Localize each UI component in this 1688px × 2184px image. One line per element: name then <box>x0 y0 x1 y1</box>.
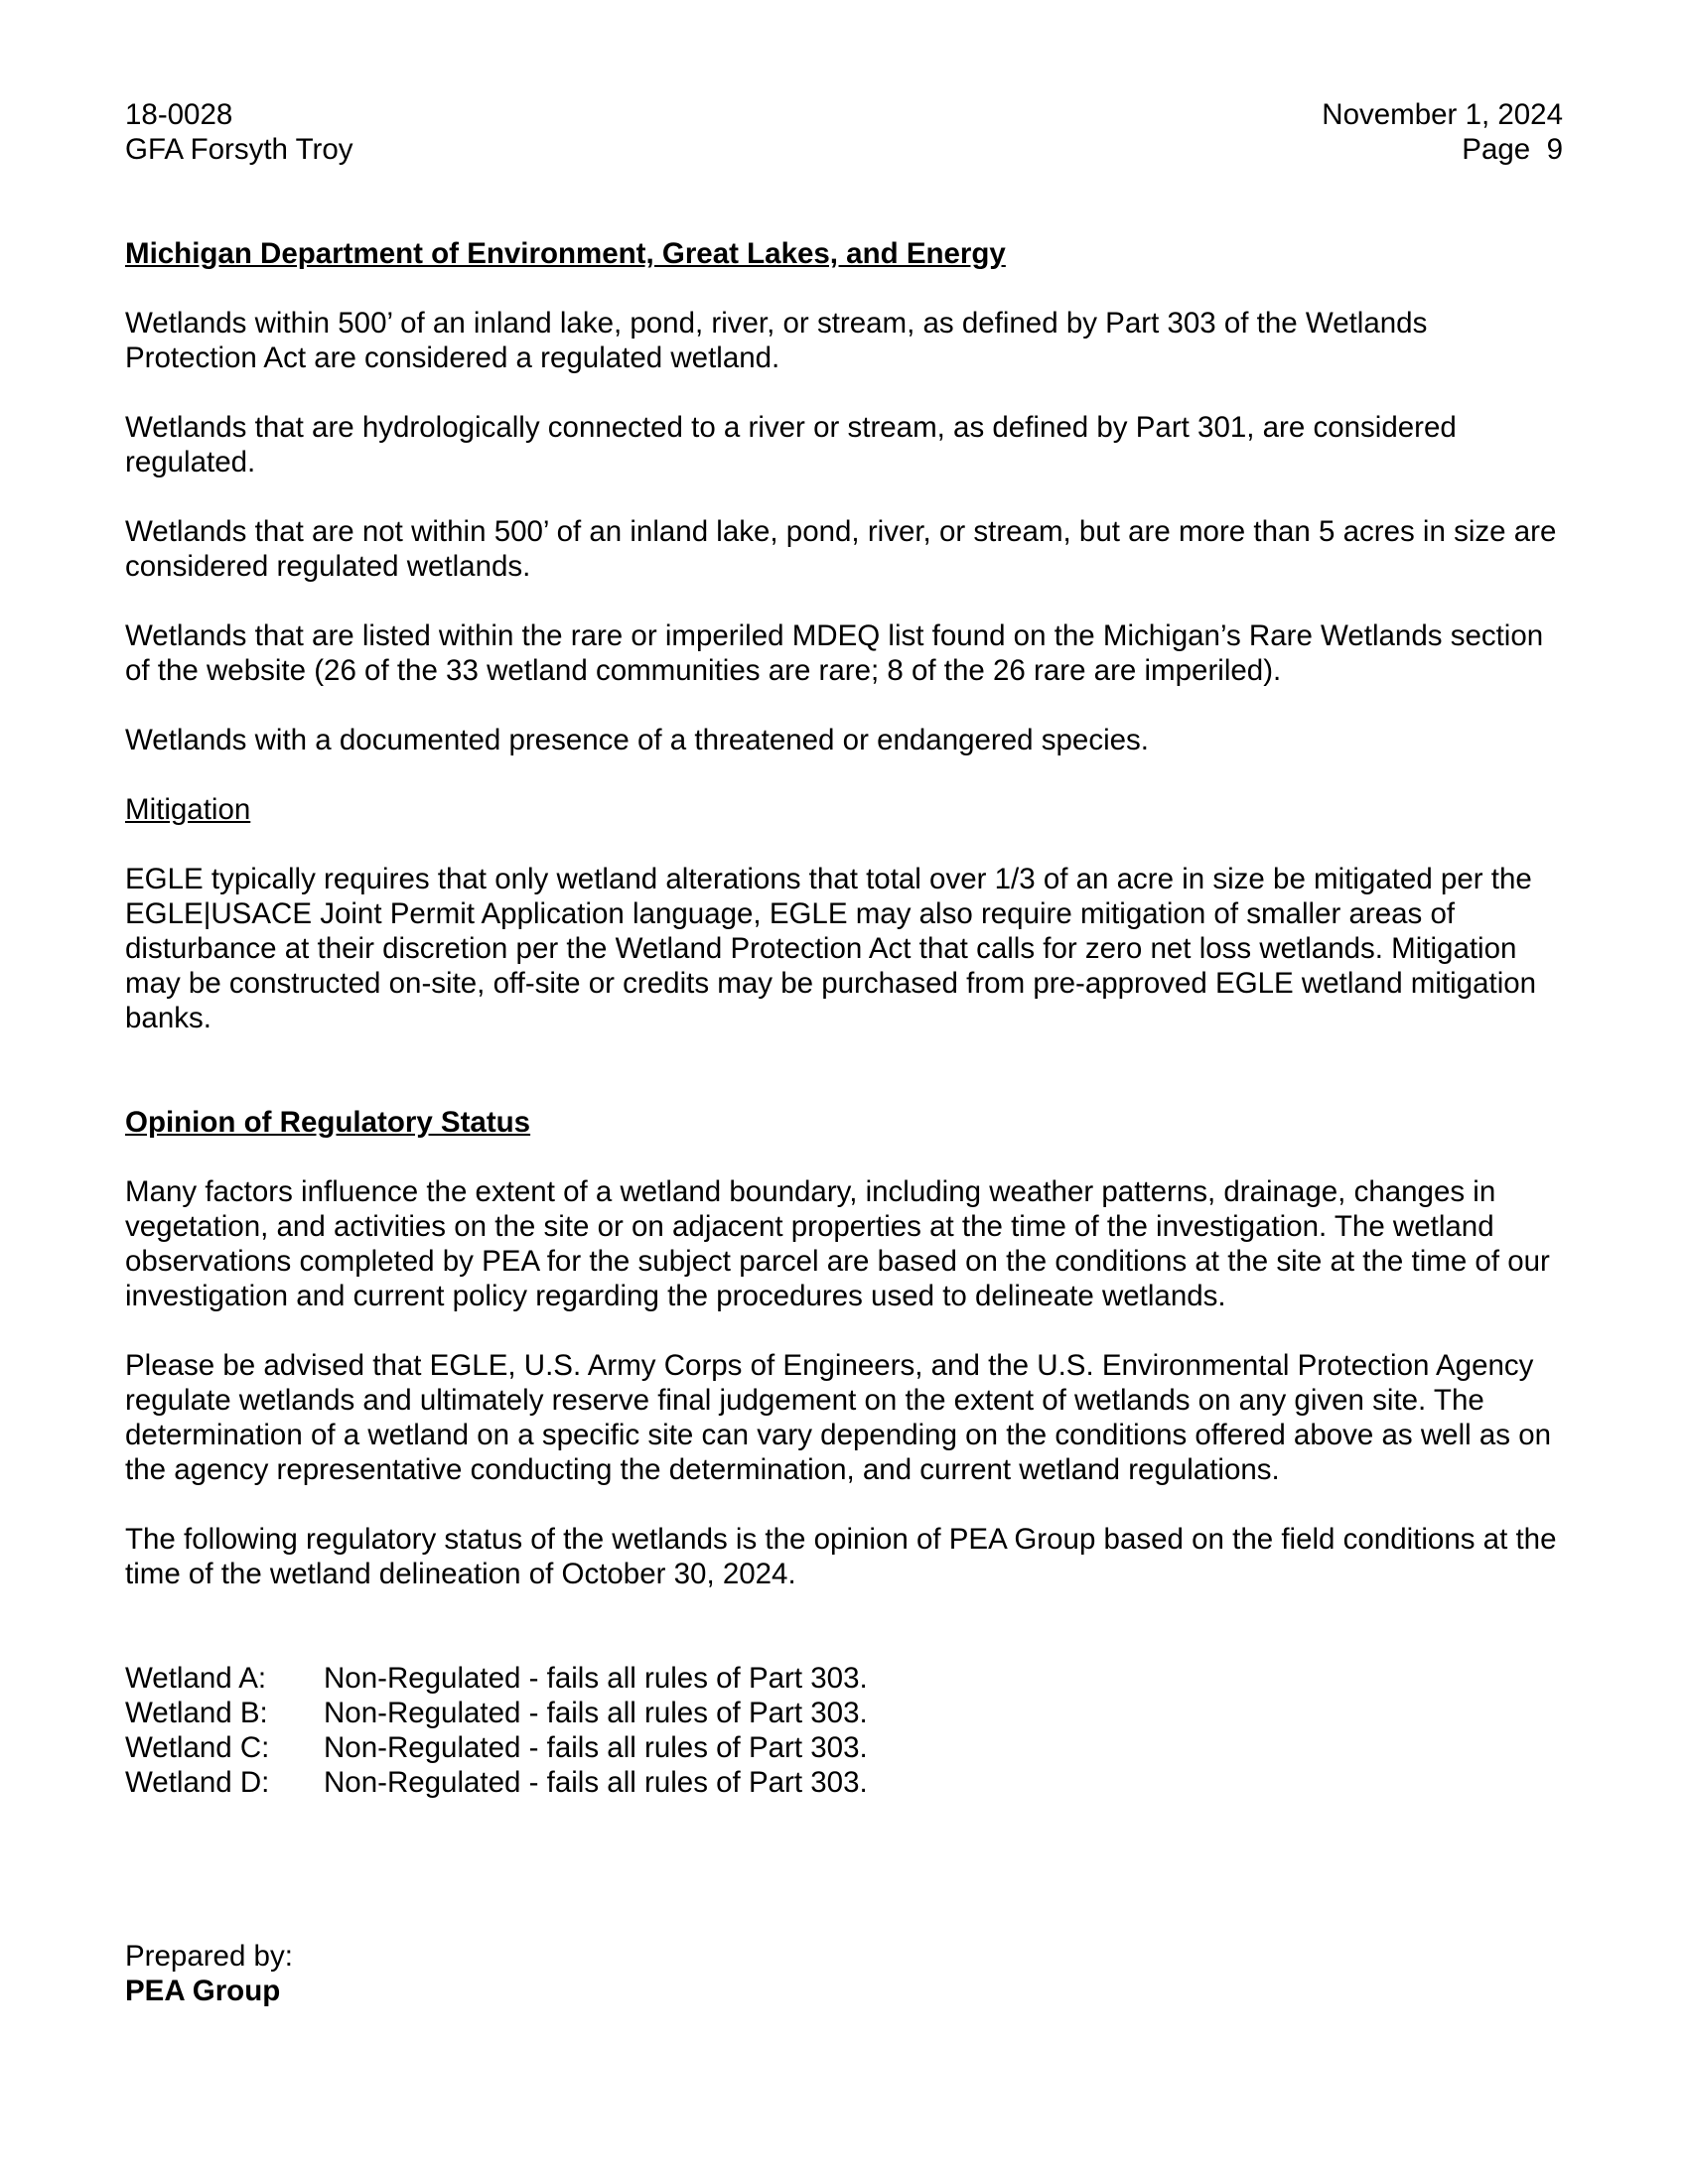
mitigation-heading: Mitigation <box>125 793 251 826</box>
wetland-status-row <box>125 1730 1563 1765</box>
page-header <box>125 97 1563 167</box>
mitigation-paragraph: EGLE typically requires that only wetland alterations that total over 1/3 of an acre in size be mitigated per the EGLE|USACE Joint Permit Application language, EGLE may also require mitigation of smaller areas of disturbance at their discretion per the Wetland Protection Act that calls for zero net loss wetlands. Mitigation may be constructed on-site, off-site or credits may be purchased from pre-approved EGLE wetland mitigation banks. <box>125 863 1537 1034</box>
header-right <box>1322 97 1563 167</box>
wetland-status: Non-Regulated - fails all rules of Part 303. <box>324 1697 868 1729</box>
company-name: PEA Group <box>125 1975 281 2007</box>
project-name: GFA Forsyth Troy <box>125 133 353 166</box>
prepared-by-label: Prepared by: <box>125 1940 293 1973</box>
paragraph: Please be advised that EGLE, U.S. Army Corps of Engineers, and the U.S. Environmental Protection Agency regulate wetlands and ultimately reserve final judgement on the extent of wetlands on any given site. The determination of a wetland on a specific site can vary depending on the conditions offered above as well as on the agency representative conducting the determination, and current wetland regulations. <box>125 1349 1552 1486</box>
document-page <box>125 97 1563 2008</box>
document-date: November 1, 2024 <box>1322 98 1563 131</box>
signature-block <box>125 1939 1563 2008</box>
paragraph: Wetlands that are not within 500’ of an inland lake, pond, river, or stream, but are more than 5 acres in size are considered regulated wetlands. <box>125 515 1557 583</box>
paragraph: Wetlands that are listed within the rare or imperiled MDEQ list found on the Michigan’s Rare Wetlands section of the website (26 of the 33 wetland communities are rare; 8 of the 26 rare are imperiled). <box>125 619 1544 687</box>
wetland-status-row <box>125 1661 1563 1696</box>
header-left <box>125 97 353 167</box>
wetland-status: Non-Regulated - fails all rules of Part 303. <box>324 1766 868 1799</box>
paragraph: Wetlands with a documented presence of a threatened or endangered species. <box>125 724 1149 756</box>
paragraph: Many factors influence the extent of a wetland boundary, including weather patterns, drainage, changes in vegetation, and activities on the site or on adjacent properties at the time of the investigation. The wetland observations completed by PEA for the subject parcel are based on the conditions at the site at the time of our investigation and current policy regarding the procedures used to delineate wetlands. <box>125 1175 1550 1312</box>
wetland-status-row <box>125 1696 1563 1730</box>
wetland-label: Wetland D: <box>125 1766 270 1799</box>
wetland-status: Non-Regulated - fails all rules of Part 303. <box>324 1662 868 1695</box>
paragraph: The following regulatory status of the wetlands is the opinion of PEA Group based on the field conditions at the time of the wetland delineation of October 30, 2024. <box>125 1523 1557 1590</box>
wetland-label: Wetland B: <box>125 1697 268 1729</box>
paragraph: Wetlands that are hydrologically connected to a river or stream, as defined by Part 301, are considered regulated. <box>125 411 1457 478</box>
project-number: 18-0028 <box>125 98 233 131</box>
section-heading-egle: Michigan Department of Environment, Great Lakes, and Energy <box>125 237 1006 270</box>
page-number: Page 9 <box>1462 133 1563 166</box>
wetland-label: Wetland C: <box>125 1731 270 1764</box>
wetland-status: Non-Regulated - fails all rules of Part 303. <box>324 1731 868 1764</box>
wetland-status-row <box>125 1765 1563 1800</box>
paragraph: Wetlands within 500’ of an inland lake, pond, river, or stream, as defined by Part 303 of the Wetlands Protection Act are considered a regulated wetland. <box>125 307 1428 374</box>
section-heading-regulatory-status: Opinion of Regulatory Status <box>125 1106 531 1139</box>
wetland-status-list <box>125 1661 1563 1800</box>
wetland-label: Wetland A: <box>125 1662 267 1695</box>
